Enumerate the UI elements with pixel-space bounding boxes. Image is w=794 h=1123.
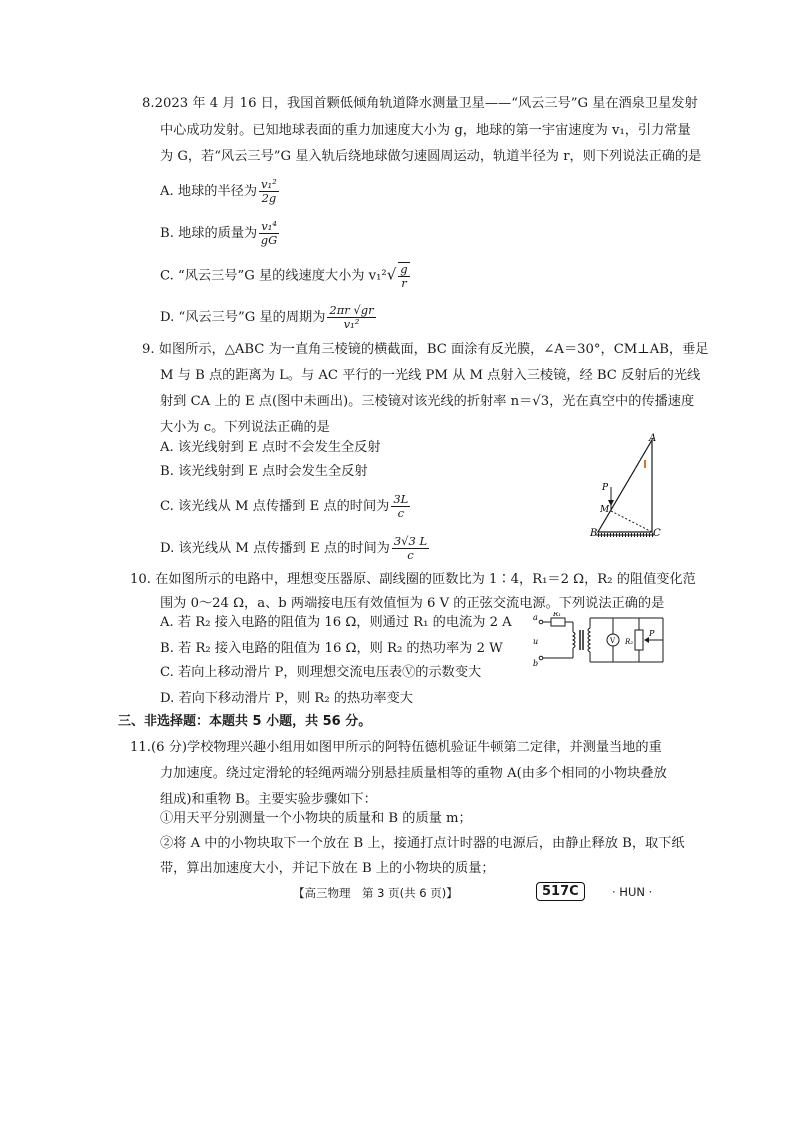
footer-page-info: 【高三物理 第 3 页(共 6 页)】 (293, 886, 458, 900)
q9-option-d-text: D. 该光线从 M 点传播到 E 点的时间为 (160, 541, 390, 556)
q8-option-b[interactable] (160, 220, 281, 247)
q11-line-2: 力加速度。绕过定滑轮的轻绳两端分别悬挂质量相等的重物 A(由多个相同的小物块叠放 (160, 766, 667, 781)
terminal-b-icon (539, 656, 543, 660)
q10-option-c[interactable]: C. 若向上移动滑片 P，则理想交流电压表Ⓥ的示数变大 (160, 665, 482, 680)
q10-line-2: 围为 0～24 Ω，a、b 两端接电压有效值恒为 6 V 的正弦交流电源。下列说法正确的是 (160, 596, 665, 611)
q8-option-d[interactable] (160, 304, 378, 331)
q8-option-c[interactable] (160, 262, 412, 290)
q9-line-4: 大小为 c。下列说法正确的是 (160, 420, 330, 435)
resistor-r2-icon (635, 630, 643, 650)
q8-option-a-fraction: $\frac{\text{v₁²}}{2g}$ (261, 177, 277, 205)
primary-coil-icon (573, 632, 575, 648)
q9-option-c[interactable] (160, 493, 412, 520)
label-voltmeter: V (610, 637, 616, 645)
q9-line-1: 9. 如图所示，△ABC 为一直角三棱镜的横截面，BC 面涂有反光膜，∠A＝30°，CM⊥AB，垂足 (142, 342, 709, 357)
label-b-terminal: b (533, 659, 539, 668)
q10-option-d[interactable]: D. 若向下移动滑片 P，则 R₂ 的热功率变大 (160, 691, 413, 706)
q11-step-3: 带，算出加速度大小，并记下放在 B 上的小物块的质量； (160, 861, 495, 876)
q9-line-2: M 与 B 点的距离为 L。与 AC 平行的一光线 PM 从 M 点射入三棱镜，经 BC 反射后的光线 (160, 368, 701, 383)
q11-step-1: ①用天平分别测量一个小物块的质量和 B 的质量 m； (160, 811, 472, 826)
section-3-heading: 三、非选择题：本题共 5 小题，共 56 分。 (118, 714, 372, 729)
q8-option-b-text: B. 地球的质量为 (160, 226, 258, 241)
label-c: C (653, 528, 661, 539)
q10-option-a[interactable]: A. 若 R₂ 接入电路的阻值为 16 Ω，则通过 R₁ 的电流为 2 A (160, 615, 512, 630)
secondary-coil-icon (588, 628, 590, 652)
q8-line-3: 为 G，若“风云三号”G 星入轨后绕地球做匀速圆周运动，轨道半径为 r，则下列说法正确的是 (160, 149, 702, 164)
q11-line-1: 11.(6 分)学校物理兴趣小组用如图甲所示的阿特伍德机验证牛顿第二定律，并测量当地的重 (130, 740, 662, 755)
q8-option-a-text: A. 地球的半径为 (160, 184, 258, 199)
prism-diagram (582, 432, 662, 544)
exam-code-badge: 517C (536, 882, 585, 901)
q10-line-1: 10. 在如图所示的电路中，理想变压器原、副线圈的匝数比为 1∶4，R₁＝2 Ω，R₂ 的阻值变化范 (130, 572, 696, 587)
label-m: M (600, 505, 610, 515)
q8-option-d-fraction: $\frac{2\pi r √gr}{\text{v₁²}}$ (329, 303, 374, 331)
label-p: P (602, 483, 609, 493)
label-u: u (533, 637, 539, 646)
circuit-diagram (525, 612, 675, 670)
q8-line-2: 中心成功发射。已知地球表面的重力加速度大小为 g，地球的第一宇宙速度为 v₁，引力常量 (160, 123, 691, 138)
q8-option-a[interactable] (160, 178, 281, 205)
q8-line-1: 8.2023 年 4 月 16 日，我国首颗低倾角轨道降水测量卫星——“风云三号”G 星在酒泉卫星发射 (142, 96, 698, 111)
page-footer (0, 882, 794, 906)
q10-option-b[interactable]: B. 若 R₂ 接入电路的阻值为 16 Ω，则 R₂ 的热功率为 2 W (160, 641, 503, 656)
q9-option-d[interactable] (160, 535, 431, 562)
q9-option-d-fraction: $\frac{3√3 L}{c}$ (393, 534, 428, 562)
q9-option-a[interactable]: A. 该光线射到 E 点时不会发生全反射 (160, 440, 381, 455)
q9-option-c-fraction: $\frac{3L}{c}$ (393, 492, 409, 520)
label-r1: R₁ (553, 612, 562, 618)
label-a: A (649, 433, 657, 444)
region-code: · HUN · (612, 885, 653, 899)
q11-step-2: ②将 A 中的小物块取下一个放在 B 上，接通打点计时器的电源后，由静止释放 B，取下纸 (160, 836, 685, 851)
q8-option-c-fraction: $\frac{g}{r}$ (400, 262, 408, 290)
q8-option-c-text: C. “风云三号”G 星的线速度大小为 v₁² (160, 268, 387, 284)
q9-option-b[interactable]: B. 该光线射到 E 点时会发生全反射 (160, 464, 368, 479)
q9-line-3: 射到 CA 上的 E 点(图中未画出)。三棱镜对该光线的折射率 n＝√3，光在真空中的传播速度 (160, 394, 695, 409)
q8-option-d-text: D. “风云三号”G 星的周期为 (160, 310, 326, 325)
q11-line-3: 组成)和重物 B。主要实验步骤如下： (160, 792, 377, 807)
label-b: B (590, 528, 598, 539)
q9-option-c-text: C. 该光线从 M 点传播到 E 点的时间为 (160, 499, 390, 514)
resistor-r1-icon (551, 618, 565, 626)
label-a-terminal: a (533, 613, 538, 622)
sqrt-sign-icon: √ (386, 265, 397, 284)
cm-perpendicular-line (611, 511, 652, 532)
label-r2: R₂ (625, 638, 634, 646)
q8-option-b-fraction: $\frac{\text{v₁⁴}}{gG}$ (260, 219, 278, 247)
label-p-slider: P (649, 629, 655, 638)
terminal-a-icon (539, 620, 543, 624)
